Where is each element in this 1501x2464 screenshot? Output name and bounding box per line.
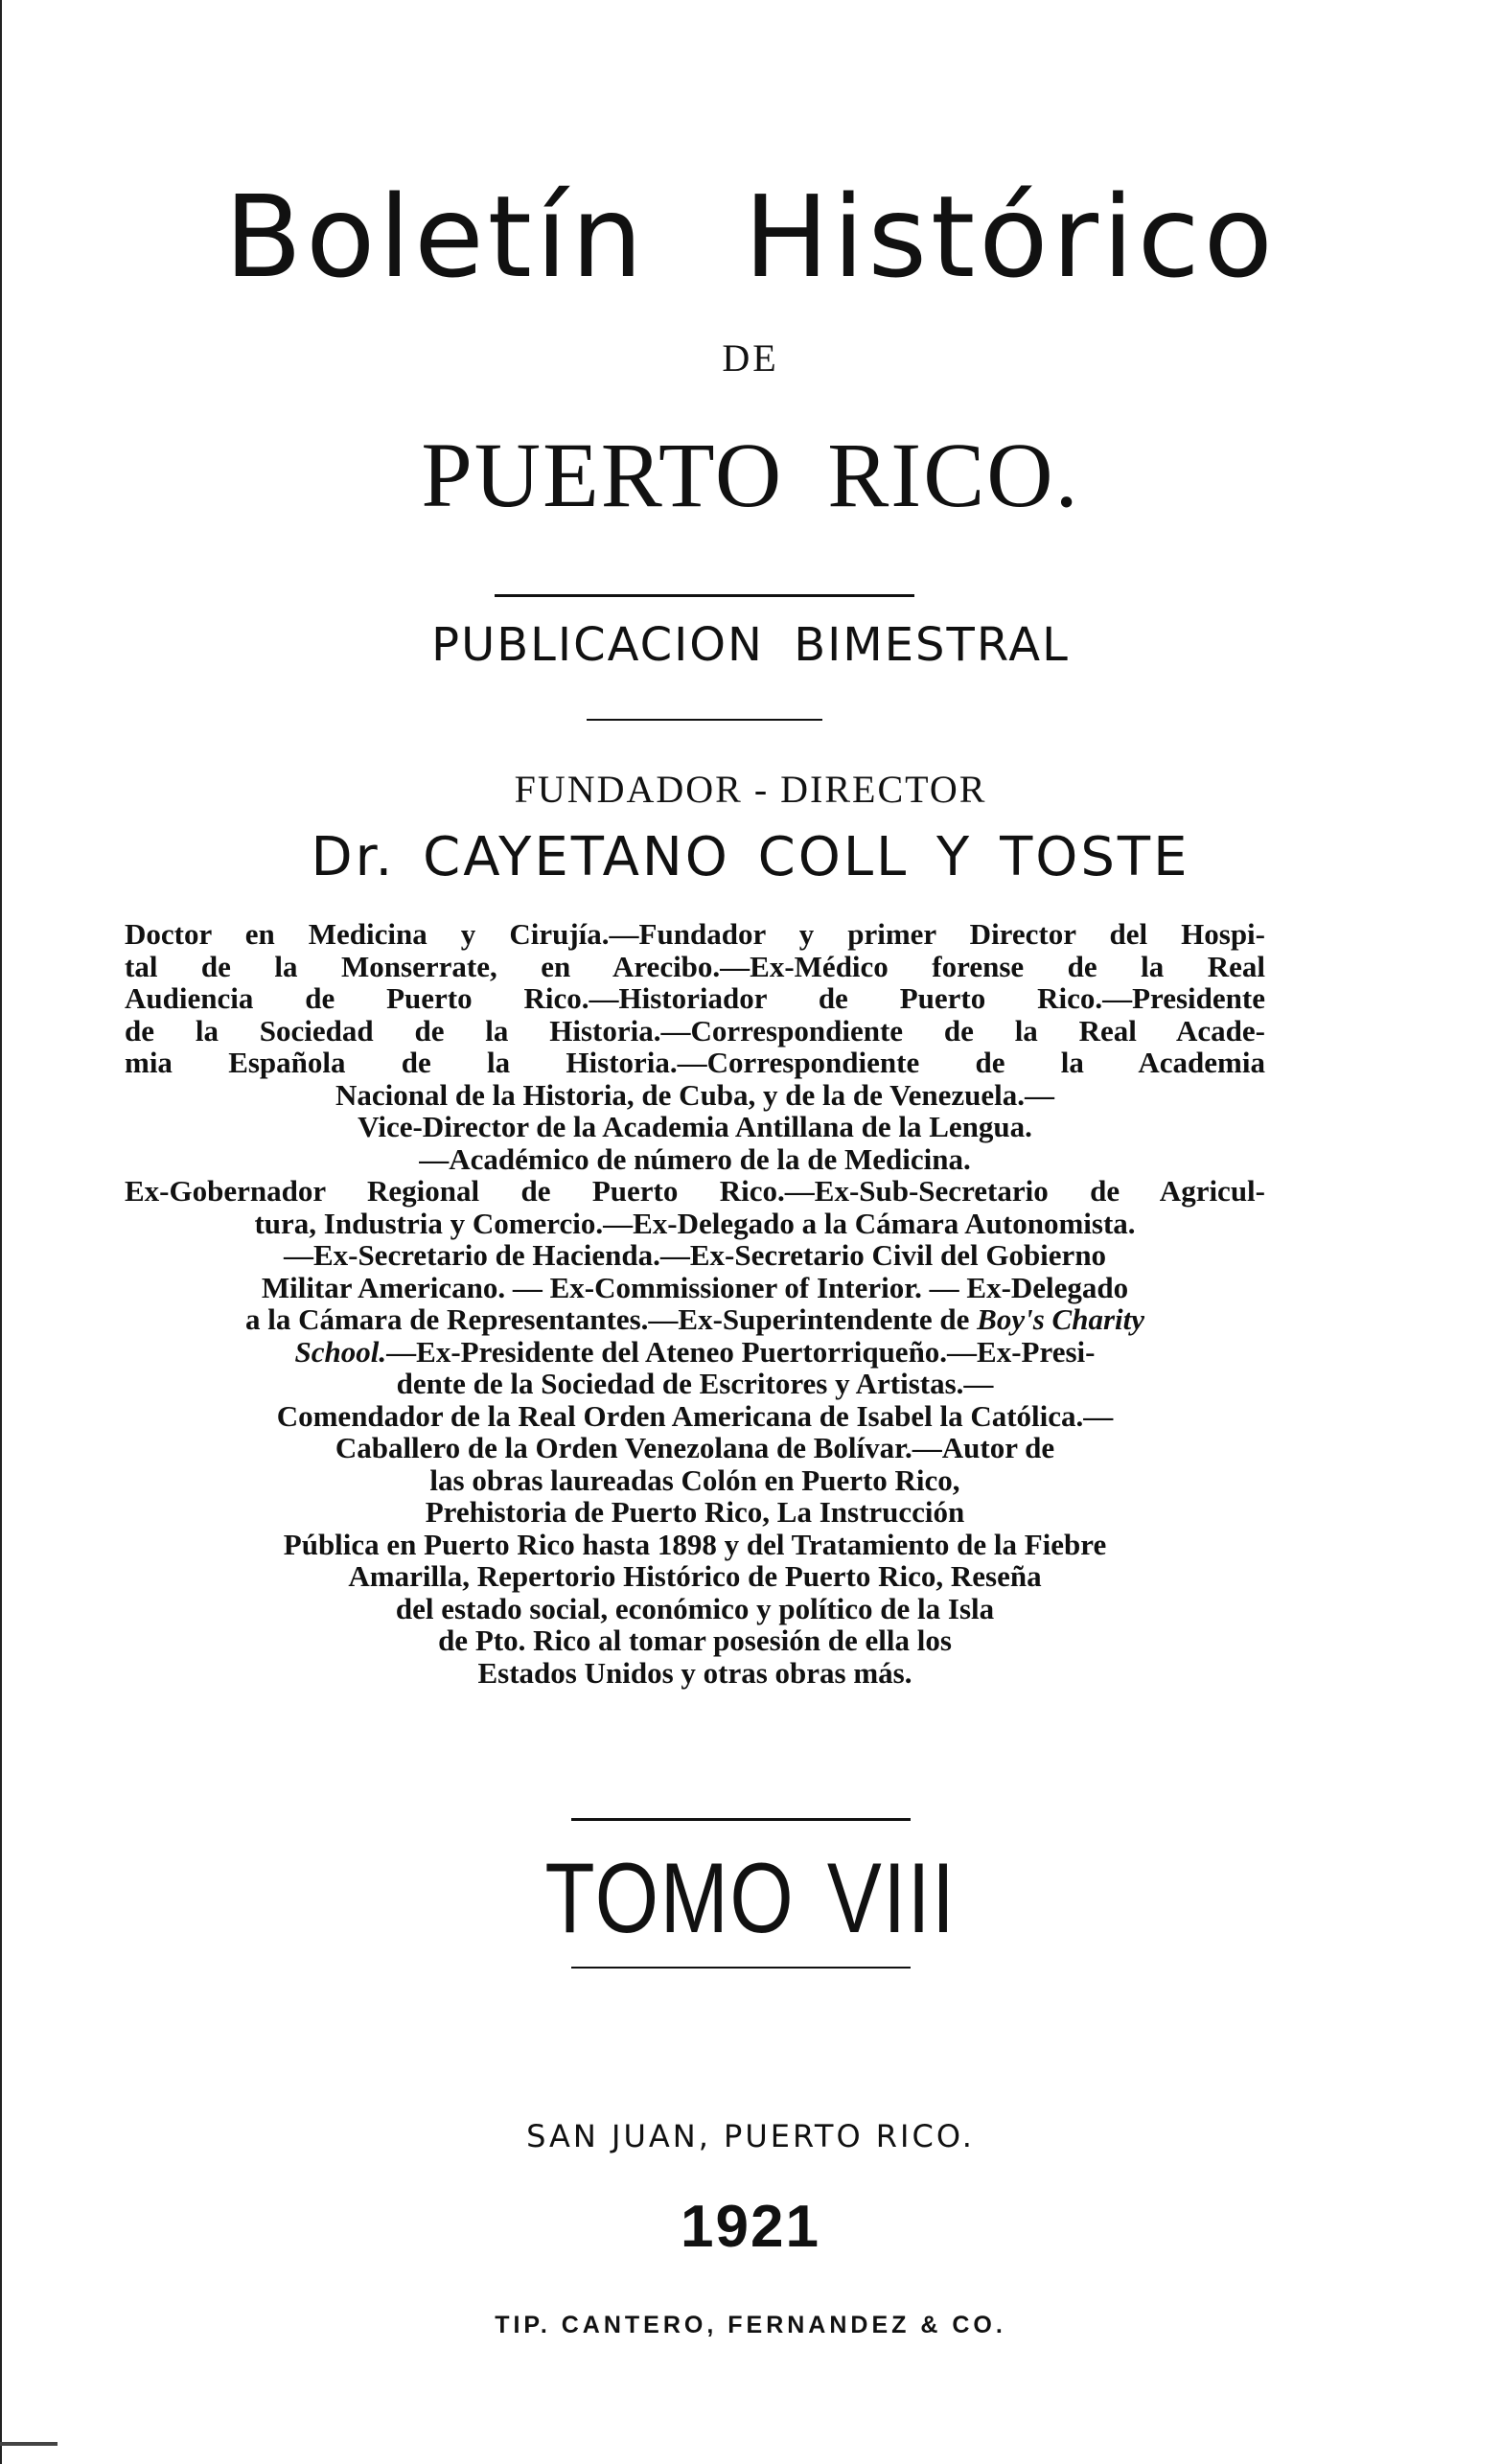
bio-line: mia Española de la Historia.—Correspondiente de la Academia [125, 1046, 1265, 1079]
bio-line: tura, Industria y Comercio.—Ex-Delegado a la Cámara Autonomista. [254, 1206, 1136, 1240]
bio-line: Caballero de la Orden Venezolana de Bolívar.—Autor de [335, 1431, 1055, 1464]
periodicity-line: PUBLICACION BIMESTRAL [431, 618, 1070, 672]
bio-line: dente de la Sociedad de Escritores y Artistas.— [396, 1367, 994, 1400]
imprint-year: 1921 [681, 2194, 820, 2260]
bio-line: de la Sociedad de la Historia.—Correspondiente de la Real Acade- [125, 1013, 1265, 1048]
bio-line: de Pto. Rico al tomar posesión de ella los [438, 1623, 952, 1657]
bio-line: Nacional de la Historia, de Cuba, y de la de Venezuela.— [335, 1077, 1055, 1112]
bio-line [125, 1303, 1265, 1336]
divider-rule [571, 1967, 911, 1969]
publication-title: Boletín Histórico [224, 171, 1277, 303]
bio-line: Prehistoria de Puerto Rico, La Instrucción [425, 1495, 965, 1529]
founder-name: Dr. CAYETANO COLL Y TOSTE [311, 826, 1190, 888]
bio-italic-text: School. [294, 1334, 387, 1369]
bio-text: a la Cámara de Representantes.—Ex-Superintendente de [244, 1302, 970, 1336]
bio-line: —Académico de número de la de Medicina. [419, 1141, 971, 1176]
bio-line: Amarilla, Repertorio Histórico de Puerto Rico, Reseña [348, 1559, 1042, 1593]
founder-biography [125, 918, 1265, 1689]
bio-line [125, 1336, 1265, 1369]
title-connector: DE [722, 336, 779, 380]
founder-label: FUNDADOR - DIRECTOR [514, 768, 987, 811]
bio-line: tal de la Monserrate, en Arecibo.—Ex-Médico forense de la Real [125, 949, 1265, 983]
bio-text: —Ex-Presidente del Ateneo Puertorriqueño.—Ex-Presi- [386, 1334, 1096, 1369]
bio-line: del estado social, económico y político de la Isla [395, 1591, 995, 1625]
imprint-printer: TIP. CANTERO, FERNANDEZ & CO. [495, 2312, 1006, 2338]
divider-rule [571, 1818, 911, 1821]
bio-line: Doctor en Medicina y Cirujía.—Fundador y primer Director del Hospi- [125, 917, 1265, 951]
imprint-city: SAN JUAN, PUERTO RICO. [526, 2118, 975, 2154]
bio-line: Pública en Puerto Rico hasta 1898 y del Tratamiento de la Fiebre [283, 1527, 1107, 1561]
divider-rule [587, 719, 822, 721]
bio-line: Comendador de la Real Orden Americana de Isabel la Católica.— [276, 1398, 1114, 1433]
bio-line: Vice-Director de la Academia Antillana de la Lengua. [358, 1110, 1032, 1143]
bio-line: Estados Unidos y otras obras más. [477, 1655, 912, 1690]
page-edge-mark [0, 2442, 58, 2446]
divider-rule [495, 594, 914, 597]
bio-line: Militar Americano. — Ex-Commissioner of Interior. — Ex-Delegado [261, 1270, 1129, 1304]
volume-number: TOMO VIII [544, 1843, 957, 1954]
bio-line: las obras laureadas Colón en Puerto Rico, [429, 1462, 960, 1497]
bio-line: Ex-Gobernador Regional de Puerto Rico.—Ex-Sub-Secretario de Agricul- [125, 1174, 1265, 1208]
bio-line: Audiencia de Puerto Rico.—Historiador de Puerto Rico.—Presidente [125, 981, 1265, 1015]
bio-line: —Ex-Secretario de Hacienda.—Ex-Secretario Civil del Gobierno [283, 1238, 1107, 1272]
bio-italic-text: Boy's Charity [977, 1302, 1145, 1336]
publication-place-title: PUERTO RICO. [421, 424, 1080, 526]
